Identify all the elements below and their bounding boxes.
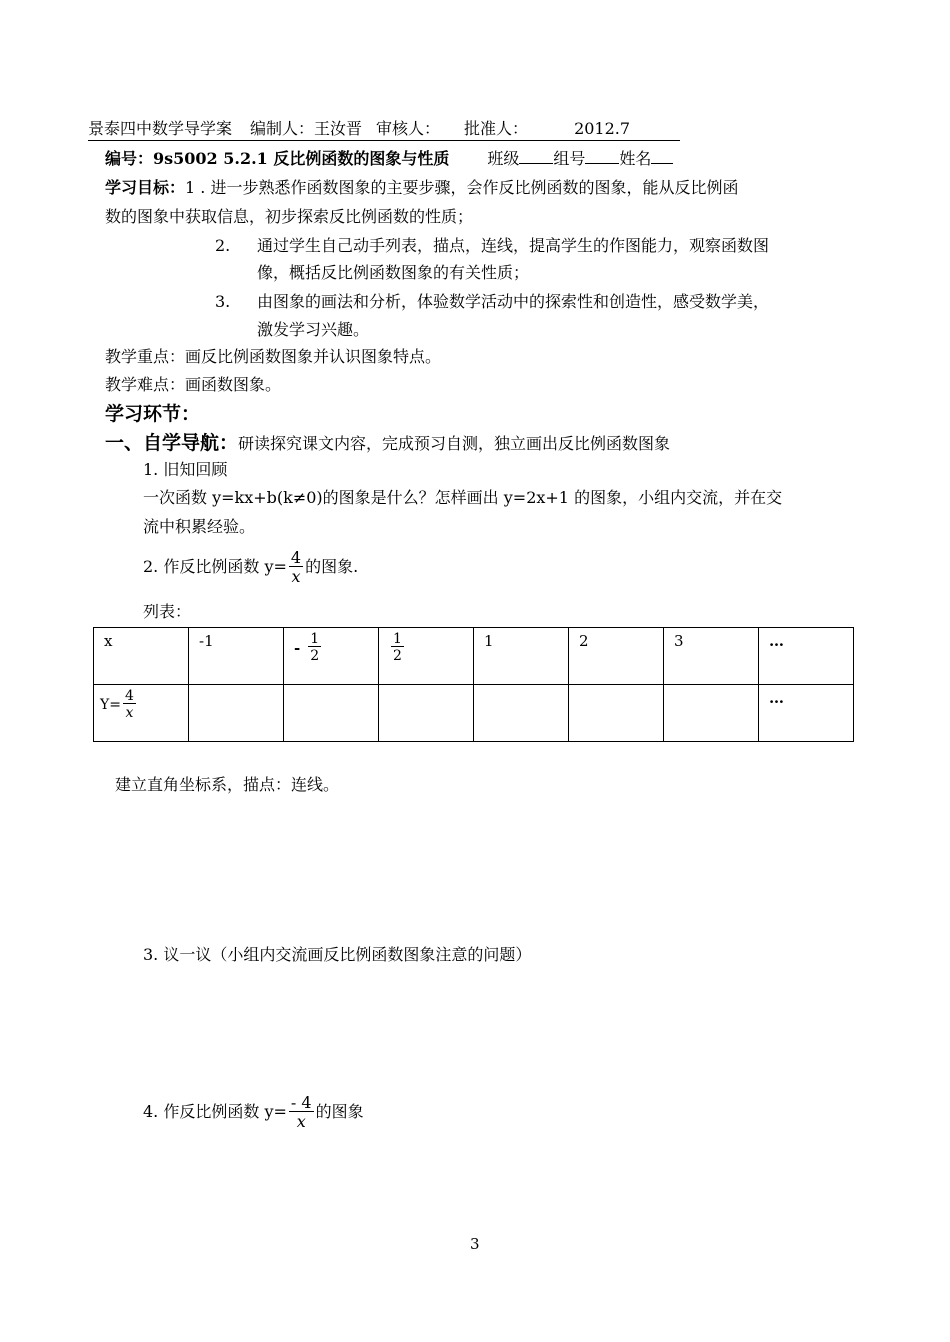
item-2-fraction-den: x [291,566,301,586]
item-1-title: 1. 旧知回顾 [143,460,228,479]
neg-half-num: 1 [310,631,320,647]
neg-half-den: 2 [310,648,320,664]
item-1-line-2: 流中积累经验。 [143,517,256,536]
goal-3-line-2: 激发学习兴趣。 [257,320,370,339]
table-row-y [94,685,854,742]
cell-y-blank-2[interactable] [284,685,379,742]
header-school: 景泰四中数学导学案 [88,119,233,138]
y-fraction-den: x [125,705,134,721]
group-label: 组号 [553,149,586,168]
goal-1-line-1 [105,178,738,198]
header-date: 2012.7 [574,119,631,138]
key-point: 教学重点：画反比例函数图象并认识图象特点。 [105,347,442,366]
half-fraction [391,632,404,663]
item-4-fraction [289,1092,314,1131]
goal-1-text: 1 . 进一步熟悉作函数图象的主要步骤，会作反比例函数的图象，能从反比例函 [185,178,739,197]
goal-2-line-1: 通过学生自己动手列表，描点，连线，提高学生的作图能力，观察函数图 [257,236,770,255]
cell-x-neg1: -1 [189,628,284,685]
item-2-fraction-num: 4 [290,547,302,567]
table-label: 列表： [143,602,192,621]
class-blank[interactable] [519,147,553,164]
goal-2-line-2: 像，概括反比例函数图象的有关性质； [257,263,530,282]
item-4-prefix: 4. 作反比例函数 y= [143,1102,287,1121]
group-blank[interactable] [585,147,619,164]
y-label: Y= [100,696,121,713]
page-number: 3 [470,1235,480,1253]
cell-y-blank-3[interactable] [379,685,474,742]
item-2-line [143,545,358,589]
item-4-line [143,1090,364,1134]
value-table [93,627,854,742]
half-num: 1 [393,631,402,647]
coord-instructions: 建立直角坐标系，描点：连线。 [115,775,340,794]
section-title: 学习环节： [105,403,201,425]
cell-y-blank-4[interactable] [474,685,569,742]
lesson-line [105,147,673,169]
goal-1-line-2: 数的图象中获取信息，初步探索反比例函数的性质； [105,207,474,226]
header-reviewer: 审核人： [376,119,441,138]
goals-label: 学习目标： [105,178,186,197]
cell-y-blank-1[interactable] [189,685,284,742]
header-line [88,119,680,141]
cell-x-neg-half [284,628,379,685]
y-fraction [123,689,136,720]
lesson-code-title: 编号：9s5002 5.2.1 反比例函数的图象与性质 [105,149,450,168]
item-1-line-1: 一次函数 y=kx+b(k≠0)的图象是什么？怎样画出 y=2x+1 的图象，小组内交流，并在交 [143,488,783,507]
name-blank[interactable] [651,147,673,164]
item-4-fraction-num: - 4 [290,1092,312,1112]
cell-x-ellipsis: … [759,628,854,685]
class-label: 班级 [487,149,520,168]
y-fraction-num: 4 [124,688,134,704]
header-editor: 编制人：王汝晋 [250,119,363,138]
item-2-suffix: 的图象. [305,557,359,576]
item-3: 3. 议一议（小组内交流画反比例函数图象注意的问题） [143,945,532,964]
item-2-prefix: 2. 作反比例函数 y= [143,557,287,576]
part-1-heading-line [105,433,670,454]
cell-y-blank-5[interactable] [569,685,664,742]
item-4-fraction-den: x [296,1111,306,1131]
cell-y-ellipsis: … [759,685,854,742]
neg-half-fraction [308,632,321,663]
difficulty: 教学难点：画函数图象。 [105,375,282,394]
cell-y-header [94,685,189,742]
neg-sign: - [294,638,301,657]
name-label: 姓名 [619,149,652,168]
cell-x-header: x [94,628,189,685]
item-4-suffix: 的图象 [315,1102,364,1121]
half-den: 2 [393,648,402,664]
item-2-fraction [289,547,303,586]
part-1-heading: 一、自学导航： [105,432,239,454]
cell-x-2: 2 [569,628,664,685]
table-row-x [94,628,854,685]
goal-3-line-1: 由图象的画法和分析，体验数学活动中的探索性和创造性，感受数学美， [257,292,770,311]
part-1-desc: 研读探究课文内容，完成预习自测，独立画出反比例函数图象 [238,434,671,453]
cell-x-1: 1 [474,628,569,685]
goal-2-number: 2. [215,236,231,255]
cell-x-half [379,628,474,685]
cell-x-3: 3 [664,628,759,685]
goal-3-number: 3. [215,292,231,311]
header-approver: 批准人： [464,119,529,138]
cell-y-blank-6[interactable] [664,685,759,742]
